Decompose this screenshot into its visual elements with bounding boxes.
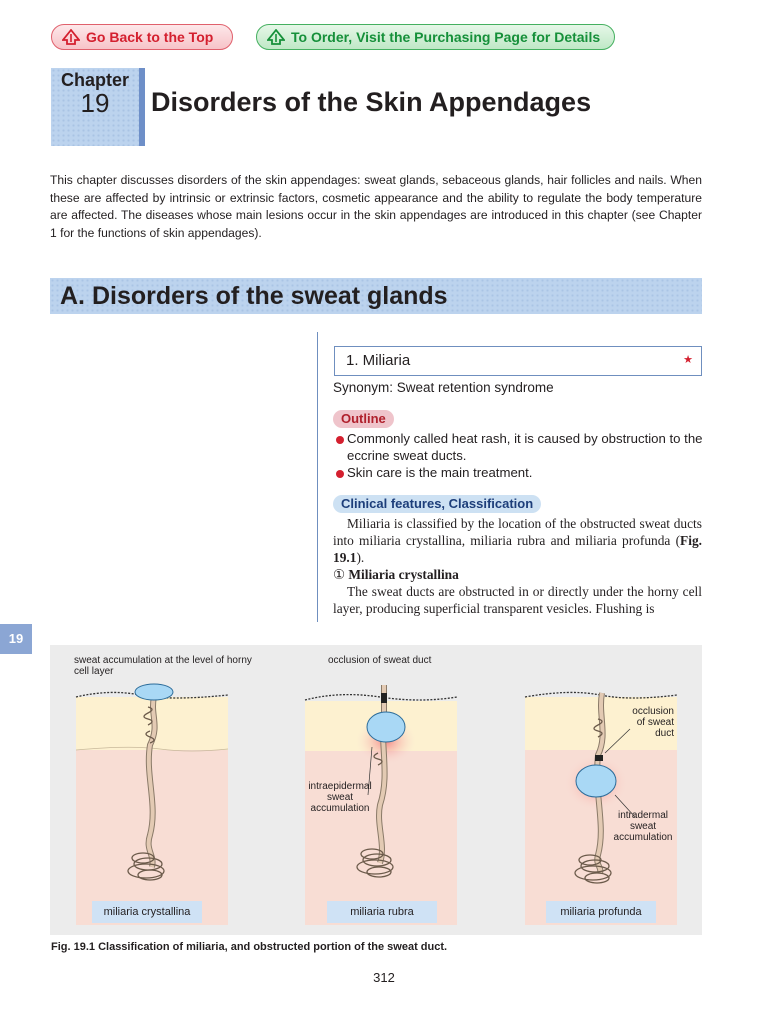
order-page-label: To Order, Visit the Purchasing Page for Details — [291, 29, 601, 45]
star-icon: ★ — [683, 354, 693, 366]
synonym-text: Synonym: Sweat retention syndrome — [333, 380, 554, 395]
chapter-number: 19 — [80, 88, 110, 118]
subheading-crystallina — [333, 566, 702, 583]
crystallina-paragraph: The sweat ducts are obstructed in or directly under the horny cell layer, producing superficial transparent vesicles. Flushing is — [333, 584, 702, 616]
label-rubra-top: occlusion of sweat duct — [328, 655, 432, 666]
outline-bullet-list — [333, 430, 705, 481]
chapter-intro: This chapter discusses disorders of the skin appendages: sweat glands, sebaceous glands, hair follicles and nails. When these are affected by intrinsic or extrinsic factors, cosmetic appearance and the ability to regulate the body temperature are affected. The diseases whose main lesions occur in the skin appendages are introduced in this chapter (see Chapter 1 for the functions of skin appendages). — [50, 173, 702, 240]
outline-label: Outline — [333, 410, 394, 428]
chapter-word: Chapter — [60, 70, 129, 90]
page-number: 312 — [373, 970, 395, 985]
order-page-button[interactable] — [256, 24, 615, 50]
topic-box — [334, 346, 702, 376]
label-crystallina-top: sweat accumulation at the level of horny cell layer — [74, 655, 252, 677]
caption-rubra: miliaria rubra — [327, 901, 437, 923]
chapter-side-tab: 19 — [0, 624, 32, 654]
section-heading: A. Disorders of the sweat glands — [50, 278, 702, 314]
clinical-features-label: Clinical features, Classification — [333, 495, 541, 513]
chapter-title: Disorders of the Skin Appendages — [151, 87, 592, 117]
clinical-paragraph-end: ). — [356, 550, 365, 565]
chapter-badge — [51, 68, 139, 146]
outline-bullet: Skin care is the main treatment. — [333, 464, 705, 481]
go-back-top-button[interactable] — [51, 24, 233, 50]
label-rubra-side: intraepidermal sweat accumulation — [308, 781, 372, 814]
panel-crystallina — [76, 684, 228, 925]
go-back-top-label: Go Back to the Top — [86, 29, 214, 45]
arrow-up-icon — [62, 29, 80, 45]
clinical-text — [333, 515, 702, 617]
topic-title: 1. Miliaria — [346, 352, 411, 369]
outline-bullet: Commonly called heat rash, it is caused by obstruction to the eccrine sweat ducts. — [333, 430, 705, 464]
clinical-paragraph-text: Miliaria is classified by the location of the obstructed sweat ducts into miliaria crystallina, miliaria rubra and miliaria profunda ( — [333, 516, 702, 548]
clinical-paragraph — [333, 515, 702, 566]
caption-crystallina: miliaria crystallina — [92, 901, 202, 923]
chapter-badge-bar — [139, 68, 145, 146]
figure-miliaria — [50, 645, 702, 935]
subheading-title: Miliaria crystallina — [348, 567, 459, 582]
label-profunda-top: occlusion of sweat duct — [632, 706, 674, 739]
label-profunda-side: intradermal sweat accumulation — [613, 810, 673, 843]
subheading-number: ① — [333, 567, 346, 582]
figure-caption: Fig. 19.1 Classification of miliaria, and obstructed portion of the sweat duct. — [51, 941, 448, 953]
column-divider — [317, 332, 318, 622]
caption-profunda: miliaria profunda — [546, 901, 656, 923]
arrow-up-icon — [267, 29, 285, 45]
figure-reference: Fig. 19.1 — [333, 533, 702, 565]
